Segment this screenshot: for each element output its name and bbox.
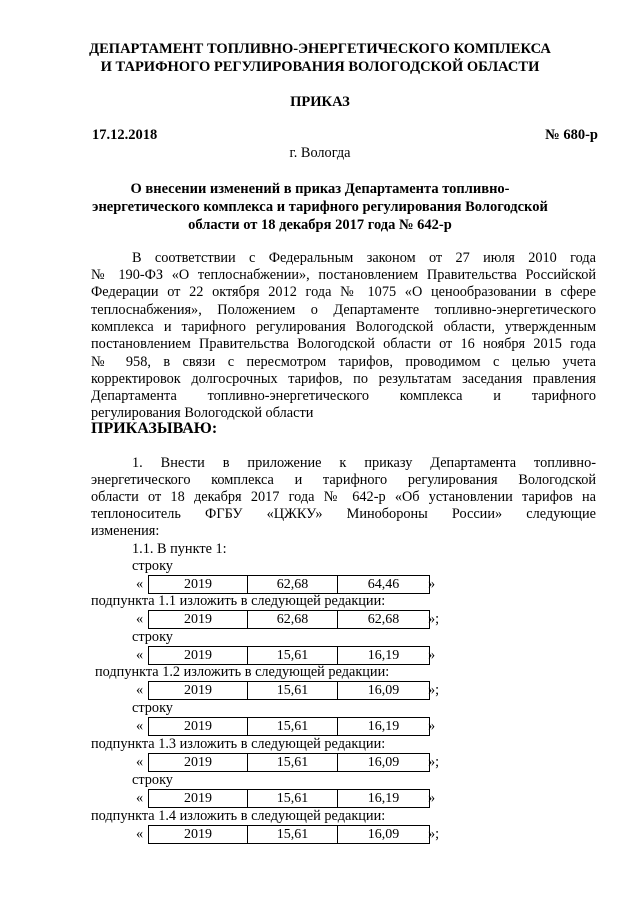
replace-instruction: подпункта 1.1 изложить в следующей редакции:: [91, 593, 386, 609]
old-tariff-row: [148, 575, 430, 594]
subject-line1: О внесении изменений в приказ Департамента топливно-: [130, 181, 510, 197]
preamble-line: Департамента топливно-энергетического комплекса и тарифного: [91, 388, 596, 404]
preamble-line: № 958, в связи с пересмотром тарифов, проводимом с целью учета: [91, 354, 596, 370]
item1-line: 1. Внести в приложение к приказу Департамента топливно-: [132, 455, 596, 471]
document-type: ПРИКАЗ: [290, 94, 350, 110]
new-tariff-row: [148, 610, 430, 629]
order-word: ПРИКАЗЫВАЮ:: [91, 420, 218, 437]
document-number: № 680-р: [545, 127, 598, 143]
tariff-cell: 16,19: [338, 790, 430, 808]
open-quote: «: [136, 790, 144, 806]
tariff-cell: 15,61: [248, 754, 338, 772]
close-quote: »;: [428, 754, 440, 770]
tariff-cell: 15,61: [248, 647, 338, 665]
close-quote: »: [428, 647, 436, 663]
tariff-cell: 15,61: [248, 790, 338, 808]
old-tariff-row: [148, 646, 430, 665]
item1-line: энергетического комплекса и тарифного регулирования Вологодской: [91, 472, 596, 488]
open-quote: «: [136, 826, 144, 842]
new-tariff-row: [148, 825, 430, 844]
replace-instruction: подпункта 1.2 изложить в следующей редакции:: [95, 664, 390, 680]
change-intro: строку: [132, 772, 173, 788]
close-quote: »;: [428, 611, 440, 627]
tariff-cell: 15,61: [248, 826, 338, 844]
new-tariff-row: [148, 753, 430, 772]
close-quote: »: [428, 790, 436, 806]
change-intro: строку: [132, 700, 173, 716]
tariff-cell: 16,19: [338, 647, 430, 665]
tariff-cell: 62,68: [338, 611, 430, 629]
open-quote: «: [136, 682, 144, 698]
open-quote: «: [136, 611, 144, 627]
preamble-line: Федерации от 22 октября 2012 года № 1075 «О ценообразовании в сфере: [91, 284, 596, 300]
preamble-line: комплекса и тарифного регулирования Вологодской области, утвержденным: [91, 319, 596, 335]
tariff-cell: 16,09: [338, 754, 430, 772]
close-quote: »;: [428, 682, 440, 698]
year-cell: 2019: [149, 754, 248, 772]
preamble-line: корректировок долгосрочных тарифов, по результатам заседания правления: [91, 371, 596, 387]
document-date: 17.12.2018: [92, 127, 158, 143]
org-name-line2: И ТАРИФНОГО РЕГУЛИРОВАНИЯ ВОЛОГОДСКОЙ ОБЛАСТИ: [100, 59, 540, 75]
old-tariff-row: [148, 789, 430, 808]
tariff-cell: 16,19: [338, 718, 430, 736]
preamble-line: теплоснабжения», Положением о Департаменте топливно-энергетического: [91, 302, 596, 318]
preamble-line: регулирования Вологодской области: [91, 405, 314, 421]
change-intro: строку: [132, 629, 173, 645]
subject-line2: энергетического комплекса и тарифного регулирования Вологодской: [92, 199, 548, 215]
tariff-cell: 15,61: [248, 682, 338, 700]
open-quote: «: [136, 754, 144, 770]
preamble-line: В соответствии с Федеральным законом от 27 июля 2010 года: [132, 250, 596, 266]
open-quote: «: [136, 576, 144, 592]
org-name-line1: ДЕПАРТАМЕНТ ТОПЛИВНО-ЭНЕРГЕТИЧЕСКОГО КОМПЛЕКСА: [89, 41, 551, 57]
subitem-1-1: 1.1. В пункте 1:: [132, 541, 227, 557]
year-cell: 2019: [149, 647, 248, 665]
new-tariff-row: [148, 681, 430, 700]
tariff-cell: 16,09: [338, 682, 430, 700]
year-cell: 2019: [149, 790, 248, 808]
item1-line: области от 18 декабря 2017 года № 642-р «Об установлении тарифов на: [91, 489, 596, 505]
tariff-cell: 62,68: [248, 611, 338, 629]
year-cell: 2019: [149, 682, 248, 700]
tariff-cell: 64,46: [338, 576, 430, 594]
subject-line3: области от 18 декабря 2017 года № 642-р: [188, 217, 452, 233]
close-quote: »;: [428, 826, 440, 842]
close-quote: »: [428, 718, 436, 734]
close-quote: »: [428, 576, 436, 592]
year-cell: 2019: [149, 611, 248, 629]
item1-line: изменения:: [91, 523, 160, 539]
old-tariff-row: [148, 717, 430, 736]
preamble-line: № 190-ФЗ «О теплоснабжении», постановлением Правительства Российской: [91, 267, 596, 283]
item1-line: теплоноситель ФГБУ «ЦЖКУ» Минобороны России» следующие: [91, 506, 596, 522]
year-cell: 2019: [149, 718, 248, 736]
replace-instruction: подпункта 1.3 изложить в следующей редакции:: [91, 736, 386, 752]
open-quote: «: [136, 647, 144, 663]
document-city: г. Вологда: [289, 145, 351, 161]
year-cell: 2019: [149, 576, 248, 594]
tariff-cell: 62,68: [248, 576, 338, 594]
change-intro: строку: [132, 558, 173, 574]
open-quote: «: [136, 718, 144, 734]
preamble-line: постановлением Правительства Вологодской области от 16 ноября 2015 года: [91, 336, 596, 352]
year-cell: 2019: [149, 826, 248, 844]
tariff-cell: 16,09: [338, 826, 430, 844]
replace-instruction: подпункта 1.4 изложить в следующей редакции:: [91, 808, 386, 824]
tariff-cell: 15,61: [248, 718, 338, 736]
